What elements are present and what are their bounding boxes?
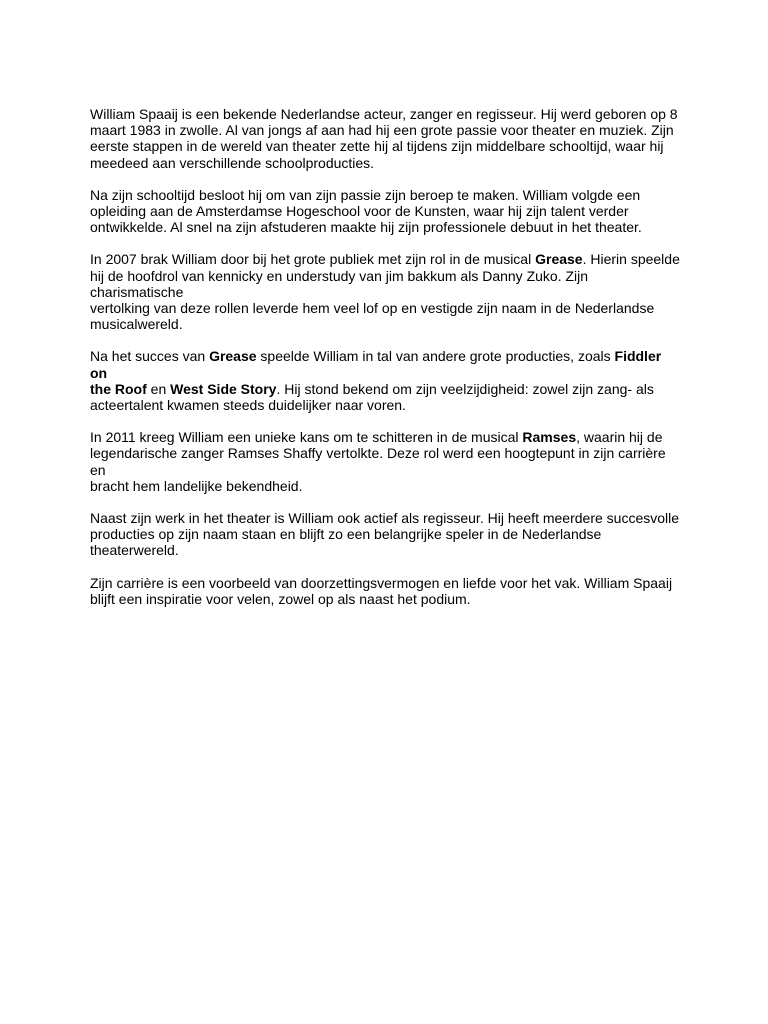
paragraph-text: en <box>146 380 171 397</box>
paragraph-director <box>90 510 680 559</box>
paragraph-text: hij de hoofdrol van kennicky en understudy van jim bakkum als Danny Zuko. Zijn charismatische <box>90 267 589 300</box>
bold-title-text: Grease <box>535 251 583 268</box>
paragraph-productions <box>90 348 680 413</box>
paragraph-text: . Hij stond bekend om zijn veelzijdigheid: zowel zijn zang- als <box>276 380 654 397</box>
paragraph-text: opleiding aan de Amsterdamse Hogeschool voor de Kunsten, waar hij zijn talent verder <box>90 203 629 220</box>
paragraph-text: maart 1983 in zwolle. Al van jongs af aan had hij een grote passie voor theater en muziek. Zijn <box>90 122 674 139</box>
paragraph-text: Naast zijn werk in het theater is William ook actief als regisseur. Hij heeft meerdere succesvolle <box>90 510 680 527</box>
paragraph-text: ontwikkelde. Al snel na zijn afstuderen maakte hij zijn professionele debuut in het theater. <box>90 219 642 236</box>
paragraph-text: blijft een inspiratie voor velen, zowel op als naast het podium. <box>90 590 471 607</box>
paragraph-ramses <box>90 429 680 494</box>
paragraph-text: eerste stappen in de wereld van theater zette hij al tijdens zijn middelbare schooltijd, waar hij <box>90 138 664 155</box>
paragraph-text: legendarische zanger Ramses Shaffy vertolkte. Deze rol werd een hoogtepunt in zijn carrière en <box>90 445 666 478</box>
paragraph-intro <box>90 106 680 171</box>
paragraph-education <box>90 187 680 236</box>
paragraph-text: speelde William in tal van andere grote producties, zoals <box>256 348 615 365</box>
paragraph-text: William Spaaij is een bekende Nederlandse acteur, zanger en regisseur. Hij werd geboren op 8 <box>90 106 678 122</box>
paragraph-text: bracht hem landelijke bekendheid. <box>90 477 303 494</box>
paragraph-text: producties op zijn naam staan en blijft zo een belangrijke speler in de Nederlandse <box>90 526 602 543</box>
paragraph-text: acteertalent kwamen steeds duidelijker naar voren. <box>90 397 406 414</box>
document-body <box>90 106 680 623</box>
bold-title-text: Grease <box>209 348 257 365</box>
paragraph-text: In 2011 kreeg William een unieke kans om te schitteren in de musical <box>90 429 523 446</box>
paragraph-text: , waarin hij de <box>576 429 663 446</box>
paragraph-text: theaterwereld. <box>90 542 179 559</box>
bold-title-text: Fiddler on <box>90 348 662 381</box>
paragraph-text: In 2007 brak William door bij het grote publiek met zijn rol in de musical <box>90 251 536 268</box>
paragraph-text: vertolking van deze rollen leverde hem veel lof op en vestigde zijn naam in de Nederlandse <box>90 300 655 317</box>
bold-title-text: West Side Story <box>170 380 277 397</box>
paragraph-text: meedeed aan verschillende schoolproducties. <box>90 154 375 171</box>
paragraph-conclusion <box>90 575 680 607</box>
bold-title-text: the Roof <box>90 380 147 397</box>
paragraph-text: Na zijn schooltijd besloot hij om van zijn passie zijn beroep te maken. William volgde een <box>90 186 641 203</box>
paragraph-text: Na het succes van <box>90 348 210 365</box>
paragraph-text: Zijn carrière is een voorbeeld van doorzettingsvermogen en liefde voor het vak. William Spaaij <box>90 574 673 591</box>
paragraph-text: musicalwereld. <box>90 316 183 333</box>
paragraph-text: . Hierin speelde <box>582 251 680 268</box>
paragraph-breakthrough <box>90 251 680 332</box>
bold-title-text: Ramses <box>522 429 577 446</box>
